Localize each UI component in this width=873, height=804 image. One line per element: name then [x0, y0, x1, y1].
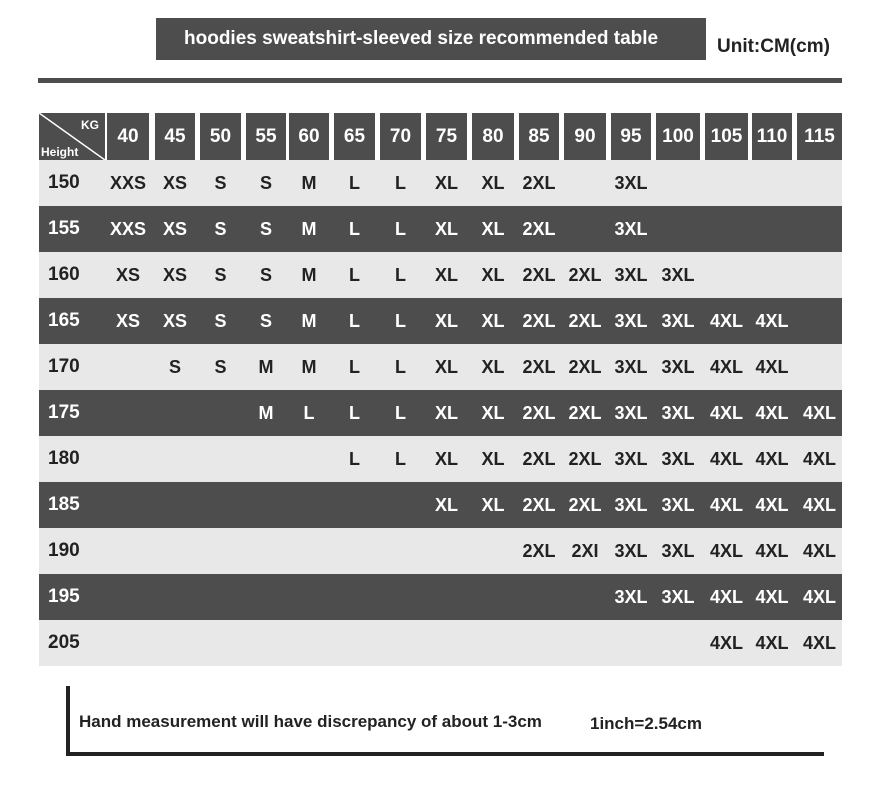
size-cell: S [214, 172, 227, 193]
size-cell: L [395, 310, 406, 331]
size-cell: 4XL [709, 356, 743, 377]
size-cell: 3XL [661, 264, 695, 285]
size-cell: XL [481, 402, 505, 423]
weight-header-cell: 105 [705, 113, 748, 160]
weight-header-cell: 60 [289, 113, 329, 160]
size-cell: L [349, 172, 360, 193]
size-cell: S [214, 356, 227, 377]
size-cell: S [259, 218, 272, 239]
size-cell: 2XL [522, 218, 556, 239]
table-title-text: hoodies sweatshirt-sleeved size recommended table [184, 28, 659, 49]
weight-header-cell: 75 [426, 113, 467, 160]
size-cell: 4XL [709, 494, 743, 515]
size-cell: XL [434, 402, 458, 423]
table-row [39, 252, 842, 298]
size-cell: 4XL [755, 402, 789, 423]
size-cell: S [168, 356, 181, 377]
table-row [39, 436, 842, 482]
size-cell: 2XL [522, 540, 556, 561]
table-row [39, 298, 842, 344]
height-cell: 150 [48, 172, 80, 193]
size-cell: 4XL [755, 494, 789, 515]
size-cell: 2XL [568, 448, 602, 469]
weight-header-row [39, 113, 842, 160]
weight-header-cell: 55 [246, 113, 286, 160]
size-cell: 3XL [614, 540, 648, 561]
size-cell: 4XL [802, 632, 836, 653]
size-cell: XS [162, 172, 187, 193]
unit-label: Unit:CM(cm) [717, 36, 830, 57]
size-cell: L [349, 218, 360, 239]
size-cell: 4XL [802, 448, 836, 469]
size-cell: 4XL [802, 494, 836, 515]
size-cell: M [301, 310, 317, 331]
weight-header-cell: 50 [200, 113, 241, 160]
weight-header-cell: 40 [107, 113, 149, 160]
size-cell: 3XL [614, 586, 648, 607]
height-cell: 205 [48, 632, 80, 653]
size-cell: XS [162, 310, 187, 331]
size-cell: 4XL [709, 586, 743, 607]
size-cell: L [395, 448, 406, 469]
corner-cell [39, 113, 105, 160]
weight-header-cell: 110 [752, 113, 792, 160]
size-cell: XL [481, 448, 505, 469]
height-cell: 160 [48, 264, 80, 285]
table-row [39, 344, 842, 390]
size-cell: XL [434, 448, 458, 469]
size-cell: L [349, 402, 360, 423]
size-cell: 3XL [614, 218, 648, 239]
size-cell: 4XL [755, 586, 789, 607]
size-cell: 4XL [709, 448, 743, 469]
size-cell: S [214, 310, 227, 331]
table-row [39, 206, 842, 252]
size-cell: 4XL [755, 448, 789, 469]
height-cell: 180 [48, 448, 80, 469]
size-cell: 4XL [755, 310, 789, 331]
size-cell: XS [162, 264, 187, 285]
size-cell: XL [481, 310, 505, 331]
size-cell: 4XL [755, 356, 789, 377]
weight-header-cell: 100 [656, 113, 700, 160]
size-cell: 2XL [522, 448, 556, 469]
weight-header-cell: 65 [334, 113, 375, 160]
size-cell: 3XL [661, 402, 695, 423]
corner-height-label: Height [41, 145, 79, 159]
size-cell: M [301, 172, 317, 193]
top-divider [38, 78, 842, 83]
size-cell: 3XL [661, 540, 695, 561]
size-cell: 3XL [661, 310, 695, 331]
size-cell: 4XL [709, 540, 743, 561]
size-cell: 3XL [614, 310, 648, 331]
size-cell: 2XL [522, 402, 556, 423]
size-cell: 2XI [571, 540, 599, 561]
weight-header-cell: 80 [472, 113, 514, 160]
size-cell: S [259, 264, 272, 285]
size-cell: M [301, 356, 317, 377]
table-row [39, 390, 842, 436]
size-cell: 3XL [614, 356, 648, 377]
size-cell: S [214, 264, 227, 285]
height-cell: 195 [48, 586, 80, 607]
height-cell: 170 [48, 356, 80, 377]
size-cell: M [258, 356, 274, 377]
size-cell: M [258, 402, 274, 423]
weight-header-cell: 85 [519, 113, 559, 160]
size-cell: 3XL [661, 586, 695, 607]
size-cell: XL [481, 264, 505, 285]
weight-header-cell: 115 [797, 113, 842, 160]
size-cell: L [303, 402, 315, 423]
size-cell: XL [434, 218, 458, 239]
size-cell: 2XL [522, 494, 556, 515]
size-cell: 2XL [568, 402, 602, 423]
height-cell: 185 [48, 494, 80, 515]
size-cell: XL [434, 264, 458, 285]
size-cell: 2XL [522, 264, 556, 285]
size-cell: 3XL [614, 402, 648, 423]
size-cell: 2XL [568, 264, 602, 285]
table-row [39, 482, 842, 528]
size-cell: XL [481, 494, 505, 515]
size-cell: 3XL [614, 448, 648, 469]
size-cell: XL [481, 172, 505, 193]
size-cell: 3XL [614, 172, 648, 193]
size-cell: 2XL [568, 310, 602, 331]
size-cell: L [395, 264, 406, 285]
size-cell: 4XL [755, 632, 789, 653]
size-cell: XS [115, 264, 140, 285]
height-cell: 155 [48, 218, 80, 239]
size-cell: XL [434, 494, 458, 515]
size-cell: 2XL [568, 356, 602, 377]
discrepancy-note: Hand measurement will have discrepancy of about 1-3cm [79, 712, 542, 731]
size-cell: L [349, 448, 360, 469]
table-title [156, 18, 706, 60]
size-cell: XL [434, 356, 458, 377]
size-cell: 4XL [755, 540, 789, 561]
size-cell: 4XL [802, 540, 836, 561]
size-cell: XXS [109, 172, 147, 193]
table-row [39, 574, 842, 620]
size-cell: 2XL [522, 310, 556, 331]
size-cell: 4XL [802, 402, 836, 423]
size-cell: 2XL [522, 356, 556, 377]
size-cell: M [301, 264, 317, 285]
size-cell: 4XL [709, 402, 743, 423]
table-row [39, 528, 842, 574]
size-cell: M [301, 218, 317, 239]
size-cell: L [395, 218, 406, 239]
table-row [39, 620, 842, 666]
size-cell: S [214, 218, 227, 239]
corner-kg-label: KG [81, 118, 99, 132]
conversion-note: 1inch=2.54cm [590, 714, 702, 733]
size-cell: XXS [109, 218, 147, 239]
weight-header-cell: 70 [380, 113, 421, 160]
weight-header-cell: 45 [155, 113, 195, 160]
size-cell: L [349, 310, 360, 331]
weight-header-cell: 90 [564, 113, 606, 160]
size-table [39, 113, 842, 666]
height-cell: 175 [48, 402, 80, 423]
size-cell: XL [481, 218, 505, 239]
size-cell: 3XL [614, 494, 648, 515]
weight-header-cell: 95 [611, 113, 651, 160]
size-cell: 4XL [709, 310, 743, 331]
height-cell: 190 [48, 540, 80, 561]
note-frame-left [66, 686, 70, 756]
size-cell: 3XL [661, 356, 695, 377]
size-cell: XS [115, 310, 140, 331]
size-cell: XS [162, 218, 187, 239]
height-cell: 165 [48, 310, 80, 331]
table-row [39, 160, 842, 206]
size-cell: 4XL [802, 586, 836, 607]
size-cell: 4XL [709, 632, 743, 653]
size-cell: L [395, 402, 406, 423]
note-frame-bottom [66, 752, 824, 756]
size-cell: 2XL [522, 172, 556, 193]
size-cell: 3XL [661, 448, 695, 469]
size-cell: 3XL [614, 264, 648, 285]
size-cell: 3XL [661, 494, 695, 515]
size-cell: S [259, 310, 272, 331]
size-cell: L [349, 356, 360, 377]
size-cell: L [395, 356, 406, 377]
size-cell: S [259, 172, 272, 193]
size-cell: XL [434, 172, 458, 193]
size-cell: 2XL [568, 494, 602, 515]
size-cell: XL [434, 310, 458, 331]
size-cell: XL [481, 356, 505, 377]
size-cell: L [395, 172, 406, 193]
size-cell: L [349, 264, 360, 285]
